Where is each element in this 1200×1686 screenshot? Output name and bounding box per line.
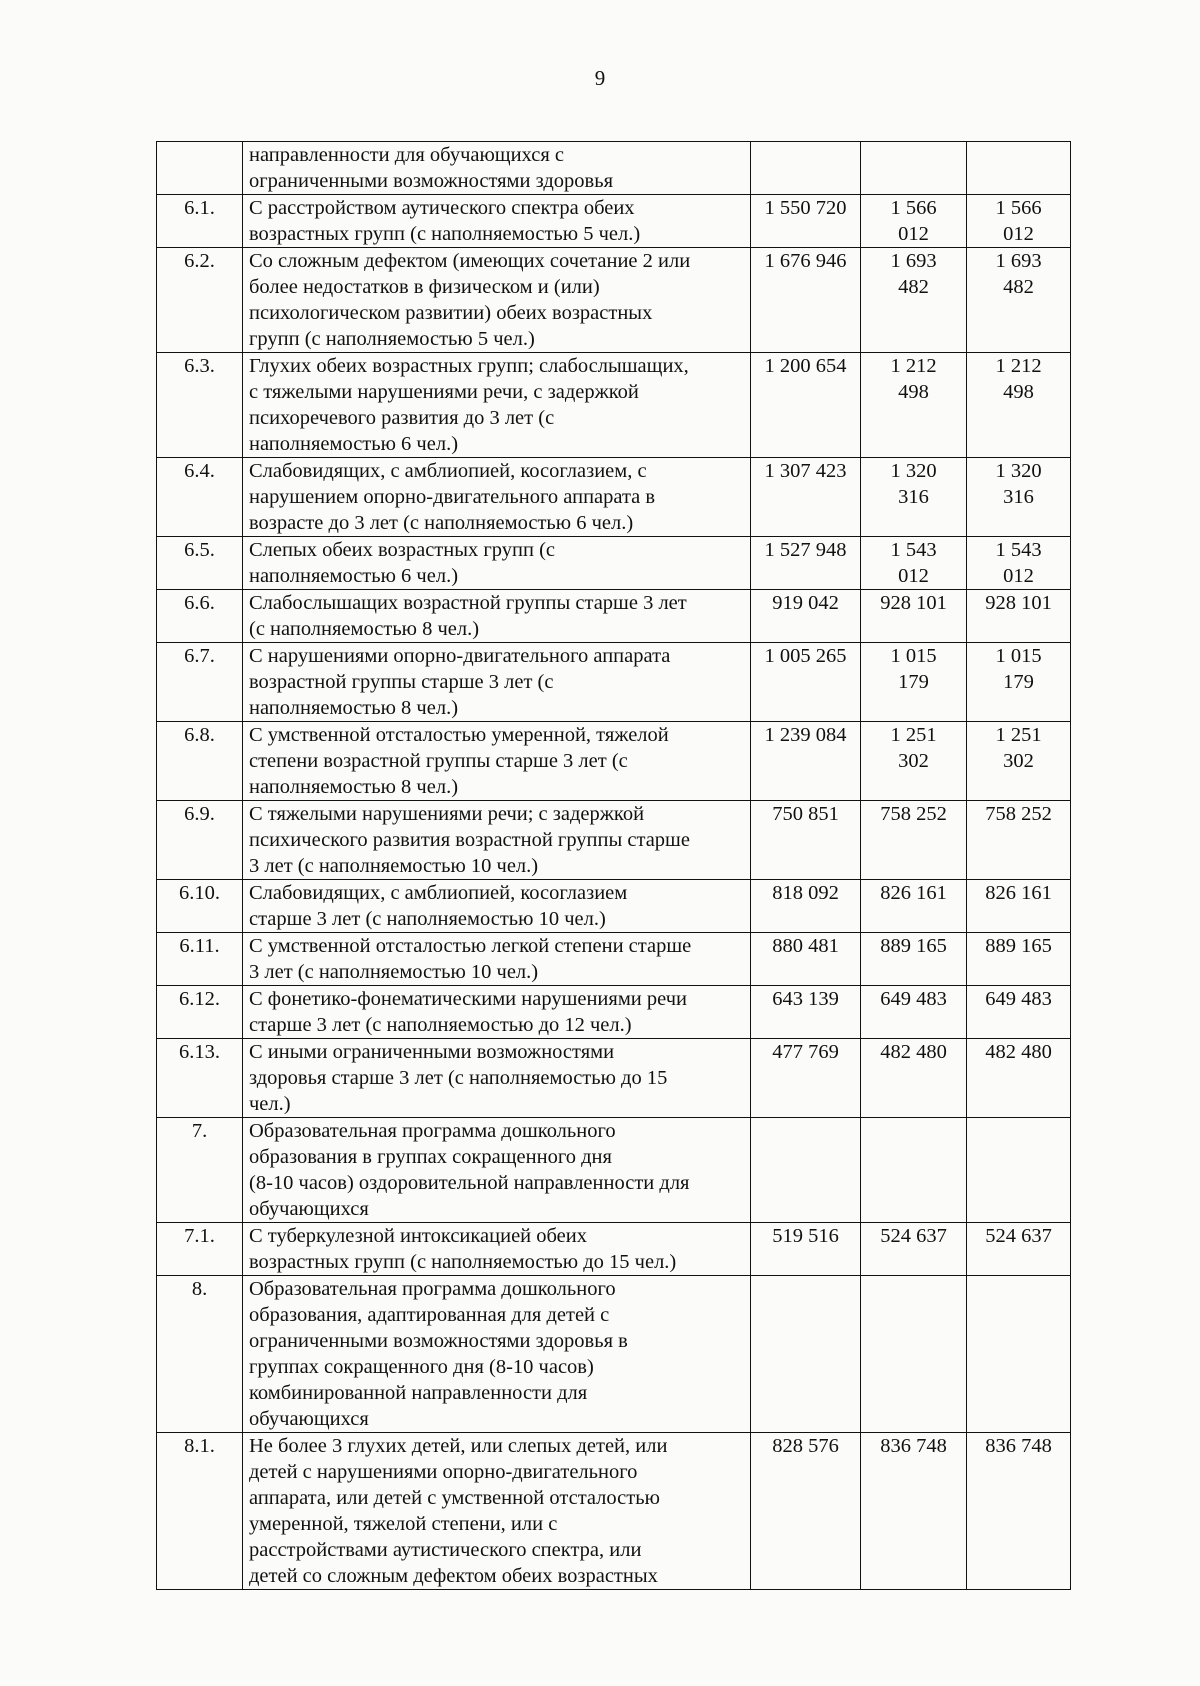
row-number: 6.11. — [157, 933, 243, 986]
row-number: 6.5. — [157, 537, 243, 590]
row-description — [243, 195, 751, 248]
value-cell-2 — [861, 590, 967, 643]
table-row — [157, 248, 1071, 353]
description-line: С нарушениями опорно-двигательного аппарата — [249, 645, 671, 667]
row-description — [243, 248, 751, 353]
value-line: 1 320 — [890, 460, 937, 482]
description-line: Глухих обеих возрастных групп; слабослышащих, — [249, 355, 689, 377]
row-description — [243, 537, 751, 590]
value-line: 482 480 — [880, 1041, 947, 1063]
row-description — [243, 353, 751, 458]
value-line: 1 320 — [995, 460, 1042, 482]
value-cell-3 — [967, 986, 1071, 1039]
row-number: 6.9. — [157, 801, 243, 880]
row-description — [243, 1118, 751, 1223]
description-line: ограниченными возможностями здоровья — [249, 170, 613, 192]
value-cell-1 — [751, 1223, 861, 1276]
table-row — [157, 1276, 1071, 1433]
table-row — [157, 1039, 1071, 1118]
description-line: образования, адаптированная для детей с — [249, 1304, 610, 1326]
description-line: С умственной отсталостью умеренной, тяжелой — [249, 724, 669, 746]
description-line: старше 3 лет (с наполняемостью 10 чел.) — [249, 908, 606, 930]
value-cell-2 — [861, 933, 967, 986]
value-line: 928 101 — [880, 592, 947, 614]
table-body — [157, 142, 1071, 1590]
value-line: 012 — [1003, 223, 1034, 245]
row-number: 6.10. — [157, 880, 243, 933]
description-line: группах сокращенного дня (8-10 часов) — [249, 1356, 594, 1378]
row-description — [243, 986, 751, 1039]
value-line: 1 015 — [890, 645, 937, 667]
description-line: наполняемостью 6 чел.) — [249, 433, 459, 455]
value-line: 482 — [1003, 276, 1034, 298]
value-line: 643 139 — [772, 988, 839, 1010]
description-line: здоровья старше 3 лет (с наполняемостью до 15 — [249, 1067, 668, 1089]
value-line: 1 200 654 — [764, 355, 847, 377]
description-line: аппарата, или детей с умственной отсталостью — [249, 1487, 660, 1509]
value-cell-1 — [751, 933, 861, 986]
value-line: 828 576 — [772, 1435, 839, 1457]
description-line: возрастной группы старше 3 лет (с — [249, 671, 554, 693]
description-line: Со сложным дефектом (имеющих сочетание 2 или — [249, 250, 691, 272]
description-line: С туберкулезной интоксикацией обеих — [249, 1225, 587, 1247]
value-line: 758 252 — [985, 803, 1052, 825]
value-cell-1 — [751, 986, 861, 1039]
description-line: детей с нарушениями опорно-двигательного — [249, 1461, 638, 1483]
value-cell-2 — [861, 195, 967, 248]
value-cell-1 — [751, 643, 861, 722]
description-line: детей со сложным дефектом обеих возрастных — [249, 1565, 658, 1587]
row-description — [243, 722, 751, 801]
table-row — [157, 643, 1071, 722]
description-line: возрастных групп (с наполняемостью до 15 чел.) — [249, 1251, 677, 1273]
value-cell-2 — [861, 986, 967, 1039]
value-line: 818 092 — [772, 882, 839, 904]
table-row — [157, 801, 1071, 880]
value-cell-2 — [861, 537, 967, 590]
value-cell-2 — [861, 880, 967, 933]
value-cell-1 — [751, 248, 861, 353]
row-description — [243, 1433, 751, 1590]
table-row — [157, 142, 1071, 195]
value-cell-1 — [751, 142, 861, 195]
value-line: 179 — [1003, 671, 1034, 693]
row-description — [243, 643, 751, 722]
value-line: 1 212 — [995, 355, 1042, 377]
value-cell-2 — [861, 722, 967, 801]
value-cell-1 — [751, 1118, 861, 1223]
description-line: 3 лет (с наполняемостью 10 чел.) — [249, 961, 539, 983]
row-number: 6.2. — [157, 248, 243, 353]
value-cell-2 — [861, 458, 967, 537]
description-line: Образовательная программа дошкольного — [249, 1278, 616, 1300]
description-line: умеренной, тяжелой степени, или с — [249, 1513, 558, 1535]
table-row — [157, 195, 1071, 248]
value-cell-3 — [967, 1039, 1071, 1118]
value-cell-1 — [751, 590, 861, 643]
row-number: 6.12. — [157, 986, 243, 1039]
description-line: наполняемостью 8 чел.) — [249, 697, 459, 719]
value-line: 302 — [1003, 750, 1034, 772]
description-line: возрастных групп (с наполняемостью 5 чел.) — [249, 223, 641, 245]
description-line: ограниченными возможностями здоровья в — [249, 1330, 628, 1352]
value-line: 316 — [898, 486, 929, 508]
value-line: 919 042 — [772, 592, 839, 614]
row-number: 8. — [157, 1276, 243, 1433]
value-cell-1 — [751, 353, 861, 458]
description-line: С умственной отсталостью легкой степени старше — [249, 935, 692, 957]
description-line: Слепых обеих возрастных групп (с — [249, 539, 556, 561]
description-line: направленности для обучающихся с — [249, 144, 564, 166]
table-row — [157, 722, 1071, 801]
row-number: 6.3. — [157, 353, 243, 458]
value-cell-1 — [751, 537, 861, 590]
value-line: 1 251 — [995, 724, 1042, 746]
value-line: 1 566 — [995, 197, 1042, 219]
table-row — [157, 1433, 1071, 1590]
row-description — [243, 590, 751, 643]
value-cell-3 — [967, 722, 1071, 801]
value-cell-3 — [967, 933, 1071, 986]
value-cell-3 — [967, 1118, 1071, 1223]
value-cell-2 — [861, 1433, 967, 1590]
row-description — [243, 458, 751, 537]
description-line: психологическом развитии) обеих возрастных — [249, 302, 653, 324]
value-cell-3 — [967, 537, 1071, 590]
value-line: 750 851 — [772, 803, 839, 825]
row-number: 6.6. — [157, 590, 243, 643]
value-line: 889 165 — [880, 935, 947, 957]
value-line: 524 637 — [985, 1225, 1052, 1247]
value-cell-3 — [967, 1276, 1071, 1433]
description-line: обучающихся — [249, 1198, 369, 1220]
value-line: 179 — [898, 671, 929, 693]
value-cell-2 — [861, 1118, 967, 1223]
value-line: 1 566 — [890, 197, 937, 219]
row-number: 6.4. — [157, 458, 243, 537]
value-cell-3 — [967, 353, 1071, 458]
row-number: 7.1. — [157, 1223, 243, 1276]
value-line: 1 527 948 — [764, 539, 847, 561]
value-line: 524 637 — [880, 1225, 947, 1247]
value-line: 1 251 — [890, 724, 937, 746]
description-line: С расстройством аутического спектра обеих — [249, 197, 635, 219]
value-line: 826 161 — [985, 882, 1052, 904]
value-cell-2 — [861, 142, 967, 195]
row-description — [243, 880, 751, 933]
value-line: 1 015 — [995, 645, 1042, 667]
value-cell-2 — [861, 801, 967, 880]
value-cell-3 — [967, 458, 1071, 537]
value-line: 477 769 — [772, 1041, 839, 1063]
value-line: 316 — [1003, 486, 1034, 508]
value-line: 1 005 265 — [764, 645, 847, 667]
description-line: наполняемостью 8 чел.) — [249, 776, 459, 798]
description-line: с тяжелыми нарушениями речи, с задержкой — [249, 381, 639, 403]
description-line: С фонетико-фонематическими нарушениями речи — [249, 988, 688, 1010]
row-number: 8.1. — [157, 1433, 243, 1590]
row-description — [243, 801, 751, 880]
row-description — [243, 1039, 751, 1118]
description-line: Не более 3 глухих детей, или слепых детей, или — [249, 1435, 668, 1457]
description-line: нарушением опорно-двигательного аппарата в — [249, 486, 656, 508]
description-line: 3 лет (с наполняемостью 10 чел.) — [249, 855, 539, 877]
value-line: 482 480 — [985, 1041, 1052, 1063]
value-cell-1 — [751, 1039, 861, 1118]
value-cell-3 — [967, 1433, 1071, 1590]
value-cell-1 — [751, 458, 861, 537]
value-line: 1 676 946 — [764, 250, 847, 272]
row-number — [157, 142, 243, 195]
value-line: 1 307 423 — [764, 460, 847, 482]
value-cell-1 — [751, 722, 861, 801]
value-cell-3 — [967, 248, 1071, 353]
value-cell-2 — [861, 643, 967, 722]
row-number: 6.8. — [157, 722, 243, 801]
value-line: 012 — [898, 565, 929, 587]
value-cell-3 — [967, 1223, 1071, 1276]
description-line: (8-10 часов) оздоровительной направленности для — [249, 1172, 690, 1194]
value-line: 1 693 — [890, 250, 937, 272]
value-line: 1 543 — [995, 539, 1042, 561]
table-row — [157, 458, 1071, 537]
description-line: Слабовидящих, с амблиопией, косоглазием, с — [249, 460, 647, 482]
value-line: 826 161 — [880, 882, 947, 904]
value-line: 012 — [1003, 565, 1034, 587]
description-line: групп (с наполняемостью 5 чел.) — [249, 328, 535, 350]
value-line: 1 543 — [890, 539, 937, 561]
value-line: 1 239 084 — [764, 724, 847, 746]
value-line: 758 252 — [880, 803, 947, 825]
table-row — [157, 1118, 1071, 1223]
value-line: 836 748 — [985, 1435, 1052, 1457]
value-cell-1 — [751, 880, 861, 933]
description-line: Образовательная программа дошкольного — [249, 1120, 616, 1142]
description-line: более недостатков в физическом и (или) — [249, 276, 600, 298]
value-cell-2 — [861, 248, 967, 353]
description-line: старше 3 лет (с наполняемостью до 12 чел.) — [249, 1014, 632, 1036]
row-description — [243, 1223, 751, 1276]
description-line: (с наполняемостью 8 чел.) — [249, 618, 480, 640]
table-row — [157, 590, 1071, 643]
description-line: комбинированной направленности для — [249, 1382, 588, 1404]
description-line: наполняемостью 6 чел.) — [249, 565, 459, 587]
row-number: 6.1. — [157, 195, 243, 248]
table-row — [157, 1223, 1071, 1276]
value-cell-3 — [967, 142, 1071, 195]
table-row — [157, 537, 1071, 590]
value-cell-3 — [967, 195, 1071, 248]
description-line: расстройствами аутистического спектра, или — [249, 1539, 642, 1561]
value-cell-1 — [751, 195, 861, 248]
value-line: 012 — [898, 223, 929, 245]
row-number: 6.13. — [157, 1039, 243, 1118]
value-cell-2 — [861, 1223, 967, 1276]
description-line: обучающихся — [249, 1408, 369, 1430]
value-line: 1 550 720 — [764, 197, 847, 219]
value-cell-2 — [861, 1039, 967, 1118]
value-cell-1 — [751, 801, 861, 880]
value-cell-1 — [751, 1433, 861, 1590]
page-number: 9 — [594, 66, 606, 90]
value-cell-1 — [751, 1276, 861, 1433]
description-line: Слабовидящих, с амблиопией, косоглазием — [249, 882, 628, 904]
description-line: образования в группах сокращенного дня — [249, 1146, 612, 1168]
description-line: возрасте до 3 лет (с наполняемостью 6 чел.) — [249, 512, 634, 534]
value-cell-2 — [861, 353, 967, 458]
value-line: 482 — [898, 276, 929, 298]
tariff-table — [156, 141, 1071, 1590]
row-description — [243, 142, 751, 195]
value-cell-2 — [861, 1276, 967, 1433]
value-line: 498 — [898, 381, 929, 403]
table-row — [157, 933, 1071, 986]
value-cell-3 — [967, 590, 1071, 643]
value-line: 649 483 — [880, 988, 947, 1010]
value-line: 649 483 — [985, 988, 1052, 1010]
table-row — [157, 986, 1071, 1039]
description-line: психического развития возрастной группы старше — [249, 829, 690, 851]
value-line: 302 — [898, 750, 929, 772]
row-number: 6.7. — [157, 643, 243, 722]
value-cell-3 — [967, 801, 1071, 880]
value-line: 498 — [1003, 381, 1034, 403]
row-description — [243, 933, 751, 986]
value-line: 880 481 — [772, 935, 839, 957]
description-line: чел.) — [249, 1093, 291, 1115]
value-line: 889 165 — [985, 935, 1052, 957]
table-row — [157, 353, 1071, 458]
description-line: Слабослышащих возрастной группы старше 3 лет — [249, 592, 687, 614]
row-description — [243, 1276, 751, 1433]
description-line: психоречевого развития до 3 лет (с — [249, 407, 555, 429]
value-line: 928 101 — [985, 592, 1052, 614]
value-line: 519 516 — [772, 1225, 839, 1247]
description-line: С иными ограниченными возможностями — [249, 1041, 615, 1063]
value-cell-3 — [967, 643, 1071, 722]
description-line: степени возрастной группы старше 3 лет (с — [249, 750, 628, 772]
value-line: 1 212 — [890, 355, 937, 377]
row-number: 7. — [157, 1118, 243, 1223]
description-line: С тяжелыми нарушениями речи; с задержкой — [249, 803, 645, 825]
value-line: 836 748 — [880, 1435, 947, 1457]
value-line: 1 693 — [995, 250, 1042, 272]
table-row — [157, 880, 1071, 933]
value-cell-3 — [967, 880, 1071, 933]
